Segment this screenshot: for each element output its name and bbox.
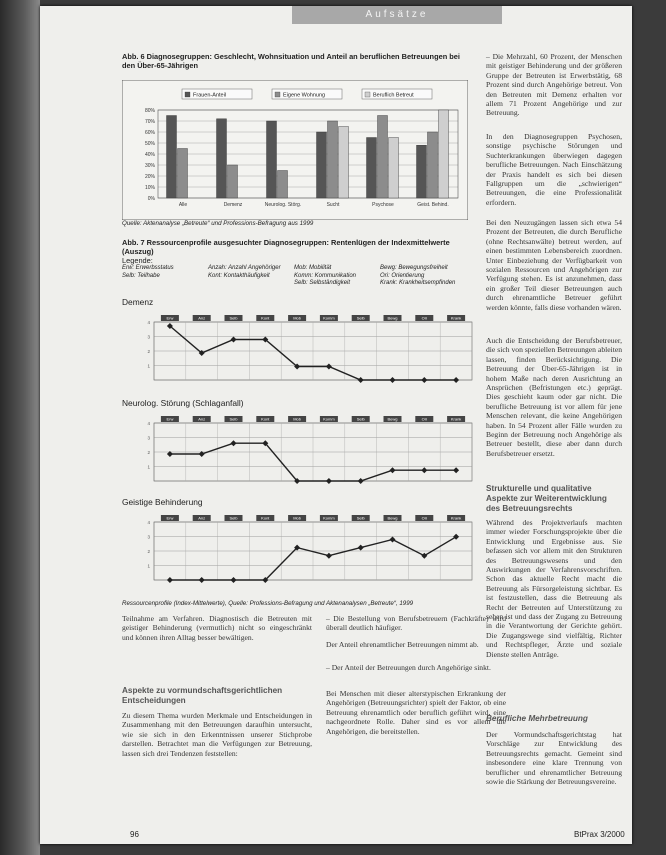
page-number: 96 <box>130 830 139 839</box>
figure6-caption: Abb. 6 Diagnosegruppen: Geschlecht, Wohnsituation und Anteil an beruflichen Betreuungen bei den Über-65-Jährigen <box>122 52 460 70</box>
bar <box>228 165 238 198</box>
bar <box>378 116 388 199</box>
data-point <box>358 478 364 484</box>
category-label: Selb <box>229 315 238 321</box>
data-point <box>326 478 332 484</box>
issue-label: BtPrax 3/2000 <box>574 830 625 839</box>
right-col-para1: – Die Mehrzahl, 60 Prozent, der Menschen mit geistiger Behinderung und der größeren Gruppe der Betreuten ist Erwerbstätig, 68 Prozent sind durch Angehörige betreut. Von den Betreuten mit Demenz erhalten vor allem 71 Prozent Angehörige und zur Betreuung. <box>486 52 622 118</box>
category-label: Kont <box>261 315 270 321</box>
data-point <box>326 553 332 559</box>
legend-entry <box>208 280 294 288</box>
category-label: Erw <box>166 315 174 321</box>
bar <box>439 110 449 198</box>
category-label: Mob <box>293 416 301 422</box>
category-label: Mob <box>293 515 301 521</box>
category-label: Selb <box>356 515 365 521</box>
category-label: Krank <box>450 416 462 422</box>
data-point <box>231 440 237 446</box>
figure6-source: Quelle: Aktenanalyse „Betreute“ und Professions-Befragung aus 1999 <box>122 220 314 227</box>
section-header: Aufsätze <box>292 6 502 24</box>
y-tick-label: 4 <box>147 421 150 426</box>
bar <box>317 132 327 198</box>
y-tick-label: 80% <box>144 108 155 114</box>
category-label: Ori <box>421 515 427 521</box>
mid-col-para1: – Die Bestellung von Berufsbetreuern (Fachkräfte) wird überall deutlich häufiger. <box>326 614 506 633</box>
y-tick-label: 10% <box>144 185 155 191</box>
y-tick-label: 50% <box>144 141 155 147</box>
category-label: Bewg <box>387 315 398 321</box>
legend-swatch <box>365 92 370 97</box>
data-point <box>390 377 396 383</box>
panel-neurolog-chart <box>132 411 490 493</box>
right-col-para4: Auch die Entscheidung der Berufsbetreuer, die sich von speziellen Betreuungen ableiten lassen, finden Berücksichtigung. Die Betreuung der Über-65-Jährigen ist in hohem Maße nach deren Ausrichtung an Ansprüchen (Befristungen etc.) geprägt. Dies geschieht kaum oder gar nicht. Die berufliche Betreuung ist vor allem für jene Menschen relevant, die keine Angehörigen haben. In 54 Prozent aller Fälle wurden zu Beginn der Betreuung noch Angehörige als Betreuer bestellt, diese aber dann durch Berufsbetreuer ersetzt. <box>486 336 622 458</box>
bar <box>367 138 377 199</box>
x-tick-label: Alle <box>178 202 188 208</box>
legend-entry: Mob: Mobilität <box>294 265 332 271</box>
category-label: Komm <box>323 515 335 521</box>
mid-col-bullet1: Der Anteil ehrenamtlicher Betreuungen nimmt ab. <box>326 640 479 649</box>
data-point <box>358 545 364 551</box>
category-label: Komm <box>323 315 335 321</box>
figure6-bar-chart <box>122 80 468 220</box>
legend-entry: Anzah: Anzahl Angehöriger <box>208 265 281 271</box>
category-label: Selb <box>229 416 238 422</box>
y-tick-label: 4 <box>147 320 150 325</box>
y-tick-label: 30% <box>144 163 155 169</box>
category-label: Selb <box>356 315 365 321</box>
data-point <box>231 577 237 583</box>
category-label: Erw <box>166 515 174 521</box>
bar <box>267 121 277 198</box>
y-tick-label: 70% <box>144 119 155 125</box>
y-tick-label: 20% <box>144 174 155 180</box>
data-point <box>326 364 332 370</box>
category-label: Ori <box>421 416 427 422</box>
left-col-heading: Aspekte zu vormundschaftsgerichtlichen Entscheidungen <box>122 686 283 705</box>
panel-neurolog-title: Neurolog. Störung (Schlaganfall) <box>122 398 244 408</box>
legend-entry: Bewg: Bewegungsfreiheit <box>380 265 448 271</box>
right-col-para6: Der Vormundschaftsgerichtstag hat Vorschläge zur Entwicklung des Betreuungsrechts gemacht. Gemeint sind insbesondere eine klare Trennung von beruflicher und ehrenamtlicher Betreuung sowie die Stärkung der Betreuungsvereine. <box>486 730 622 787</box>
x-tick-label: Demenz <box>223 202 243 208</box>
y-tick-label: 3 <box>147 435 150 441</box>
y-tick-label: 4 <box>147 520 150 525</box>
legend-entry: Selb: Teilhabe <box>122 272 160 279</box>
data-point <box>199 577 205 583</box>
x-tick-label: Neurolog. Störg. <box>264 202 302 208</box>
legend-entry: Ori: Orientierung <box>380 272 425 279</box>
category-label: Anz <box>198 416 206 422</box>
data-point <box>421 553 427 559</box>
category-label: Krank <box>450 515 462 521</box>
category-label: Selb <box>229 515 238 521</box>
legend-entry <box>122 280 208 288</box>
x-tick-label: Sucht <box>326 202 340 208</box>
legend-heading: Legende: <box>122 256 153 265</box>
panel-dementia-chart <box>132 310 490 392</box>
bar <box>178 149 188 199</box>
bar <box>217 119 227 198</box>
bar <box>389 138 399 199</box>
legend-label: Eigene Wohnung <box>283 92 326 99</box>
category-label: Anz <box>198 315 206 321</box>
y-tick-label: 2 <box>147 450 150 455</box>
right-col-heading: Strukturelle und qualitative Aspekte zur Weiterentwicklung des Betreuungsrechts <box>486 484 607 513</box>
panel-geistige-chart <box>132 510 490 592</box>
right-col-para2: In den Diagnosegruppen Psychosen, sonstige psychische Störungen und Suchterkrankungen überwiegen dagegen berufliche Betreuungen. Nach Einschätzung der Praxis handelt es sich bei diesen Fallgruppen um die „schwierigen“ Betreuungen, die eine Professionalität erfordern. <box>486 132 622 207</box>
data-point <box>390 467 396 473</box>
category-label: Mob <box>293 315 301 321</box>
data-point <box>453 534 459 540</box>
data-point <box>358 377 364 383</box>
category-label: Bewg <box>387 416 398 422</box>
legend-entry: Krank: Krankheitsempfinden <box>380 280 456 287</box>
mid-col-para2: Bei Menschen mit dieser alterstypischen Erkrankung der Angehörigen (Betreuungsrichter) spielt der Faktor, ob eine Betreuung ehrenamtlich oder beruflich geführt wird, eine nachgeordnete Rolle. Daher sind es vor allem die Angehörigen, die bereitstellen. <box>326 689 506 736</box>
y-tick-label: 3 <box>147 334 150 340</box>
data-point <box>390 537 396 543</box>
x-tick-label: Psychose <box>372 202 394 208</box>
figure7-legend <box>122 265 466 288</box>
y-tick-label: 3 <box>147 534 150 540</box>
legend-entry: Kont: Kontakthäufigkeit <box>208 272 270 279</box>
figure7-source: Ressourcenprofile (Index-Mittelwerte), Quelle: Professions-Befragung und Aktenanalysen „Betreute“, 1999 <box>122 600 414 607</box>
category-label: Bewg <box>387 515 398 521</box>
y-tick-label: 0% <box>147 196 155 202</box>
legend-label: Beruflich Betreut <box>373 92 414 99</box>
category-label: Selb <box>356 416 365 422</box>
panel-geistige-title: Geistige Behinderung <box>122 497 203 507</box>
left-col-para1: Teilnahme am Verfahren. Diagnostisch die Betreuten mit geistiger Behinderung (vermutlich) nicht so eingeschränkt und können ihren Alltag besser bewältigen. <box>122 614 312 642</box>
bar <box>339 127 349 199</box>
y-tick-label: 2 <box>147 349 150 354</box>
book-spine <box>0 0 40 855</box>
right-col-para5: Während des Projektverlaufs machten immer wieder Forschungsprojekte über die Entwicklung und Ergebnisse aus. Sie befassen sich vor allem mit den Strukturen des Betreuungswesens und den Auswirkungen der Verfahrensvorschriften. Schon das aktuelle Recht macht die Betreuung als Fürsorgeleistung sichtbar. Es ist festzustellen, dass die Betreuung als Recht der Betreuten auf Unterstützung zu sehen ist und dass der Zugang zu Betreuung in die Verantwortung der Gerichte gehört. Die Zugangswege sind vielfältig, Richter und Rechtspfleger, Ärzte und soziale Dienste stellen Anträge. <box>486 518 622 659</box>
y-tick-label: 1 <box>147 363 150 369</box>
category-label: Komm <box>323 416 335 422</box>
data-point <box>453 467 459 473</box>
right-col-para3: Bei den Neuzugängen lassen sich etwa 54 Prozent der Betreuten, die durch Berufliche (ohne Rechtsanwälte) betreut werden, auf einen bestimmten Lebensbereich zuordnen. Unter Einbeziehung der Verfügbarkeit von sozialen Ressourcen und Angehörigen zur Verfügung stehen. Es ist anzunehmen, dass ein großer Teil dieser Betreuungen auch durch ehrenamtliche Betreuer geführt werden könnte, falls diese vorhanden wären. <box>486 218 622 312</box>
category-label: Ori <box>421 315 427 321</box>
data-point <box>453 377 459 383</box>
bar <box>278 171 288 199</box>
right-col-heading2: Berufliche Mehrbetreuung <box>486 714 588 723</box>
category-label: Anz <box>198 515 206 521</box>
data-point <box>231 337 237 343</box>
left-col-para2: Zu diesem Thema wurden Merkmale und Entscheidungen in Zusammenhang mit den Betreuungen daraufhin untersucht, wie sie sich in den Erkenntnissen unserer Stichprobe darstellen. Betrachtet man die Verfügungen zur Betreuung, lassen sich drei Tendenzen feststellen: <box>122 711 312 758</box>
category-label: Krank <box>450 315 462 321</box>
data-point <box>167 577 173 583</box>
y-tick-label: 1 <box>147 464 150 470</box>
legend-entry: Komm: Kommunikation <box>294 272 357 279</box>
legend-swatch <box>275 92 280 97</box>
y-tick-label: 1 <box>147 563 150 569</box>
y-tick-label: 40% <box>144 152 155 158</box>
panel-dementia-title: Demenz <box>122 297 154 307</box>
y-tick-label: 60% <box>144 130 155 136</box>
category-label: Kont <box>261 515 270 521</box>
mid-col-bullet2: – Der Anteil der Betreuungen durch Angehörige sinkt. <box>326 663 491 672</box>
legend-entry: Selb: Selbständigkeit <box>294 280 351 287</box>
legend-label: Frauen-Anteil <box>193 92 227 99</box>
figure7-caption: Abb. 7 Ressourcenprofile ausgesuchter Diagnosegruppen: Rentenlügen der Indexmittelwerte (Auszug) <box>122 238 450 256</box>
bar <box>328 121 338 198</box>
y-tick-label: 2 <box>147 549 150 554</box>
bar <box>417 145 427 198</box>
legend-entry: Erw: Erwerbsstatus <box>122 265 174 271</box>
legend-swatch <box>185 92 190 97</box>
bar <box>428 132 438 198</box>
data-point <box>421 377 427 383</box>
x-tick-label: Geist. Behind. <box>417 202 449 208</box>
magazine-page <box>40 6 632 844</box>
category-label: Erw <box>166 416 174 422</box>
bar <box>167 116 177 199</box>
category-label: Kont <box>261 416 270 422</box>
data-point <box>421 467 427 473</box>
